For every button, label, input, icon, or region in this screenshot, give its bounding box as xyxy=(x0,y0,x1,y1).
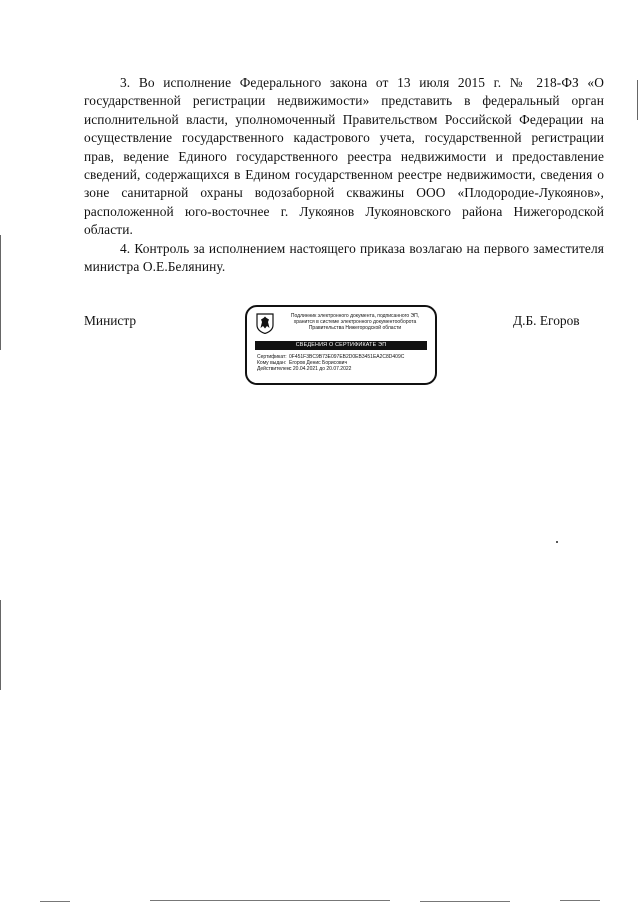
scan-bottom-edge xyxy=(40,901,70,902)
scan-edge-mark xyxy=(0,600,1,690)
issued-to-label: Кому выдан: xyxy=(257,360,287,366)
scan-bottom-edge xyxy=(420,901,510,902)
validity-row xyxy=(257,366,433,372)
stamp-header xyxy=(277,313,433,331)
certificate-value: 0F451F3BC9B73E097EB2D0EB3451EA2C8D409C xyxy=(289,354,405,360)
certificate-label: Сертификат: xyxy=(257,354,287,360)
validity-label: Действителен: xyxy=(257,366,291,372)
signatory-name: Д.Б. Егоров xyxy=(513,313,580,328)
scan-edge-mark xyxy=(0,235,1,350)
coat-of-arms-icon xyxy=(256,313,274,334)
issued-to-value: Егоров Денис Борисович xyxy=(289,360,348,366)
scan-edge-mark xyxy=(637,80,638,120)
validity-value: с 20.04.2021 до 20.07.2022 xyxy=(289,366,352,372)
electronic-signature-stamp xyxy=(245,305,437,385)
document-body xyxy=(84,74,604,276)
stamp-header-line: Правительства Нижегородской области xyxy=(308,325,402,331)
scan-bottom-edge xyxy=(150,900,390,901)
scan-bottom-edge xyxy=(560,900,600,901)
scan-speck xyxy=(556,541,558,543)
paragraph-3: 3. Во исполнение Федерального закона от 13 июля 2015 г. № 218-ФЗ «О государственной регистрации недвижимости» представить в федеральный орган исполнительной власти, уполномоченный Правительством Российской Федерации на осуществление государственного кадастрового учета, государственной регистрации прав, ведение Единого государственного реестра недвижимости и предоставление сведений, содержащихся в Едином государственном реестре недвижимости, сведения о зоне санитарной охраны водозаборной скважины ООО «Плодородие-Лукоянов», расположенной юго-восточнее г. Лукоянов Лукояновского района Нижегородской области. xyxy=(84,75,604,238)
signatory-position: Министр xyxy=(84,313,137,328)
stamp-title: СВЕДЕНИЯ О СЕРТИФИКАТЕ ЭП xyxy=(255,341,427,350)
stamp-header-line: хранится в системе электронного документооборота xyxy=(293,319,417,325)
paragraph-4: 4. Контроль за исполнением настоящего приказа возлагаю на первого заместителя министра О.Е.Белянину. xyxy=(84,240,604,275)
stamp-details xyxy=(257,354,433,372)
stamp-header-line: Подлинник электронного документа, подписанного ЭП, xyxy=(290,313,420,319)
